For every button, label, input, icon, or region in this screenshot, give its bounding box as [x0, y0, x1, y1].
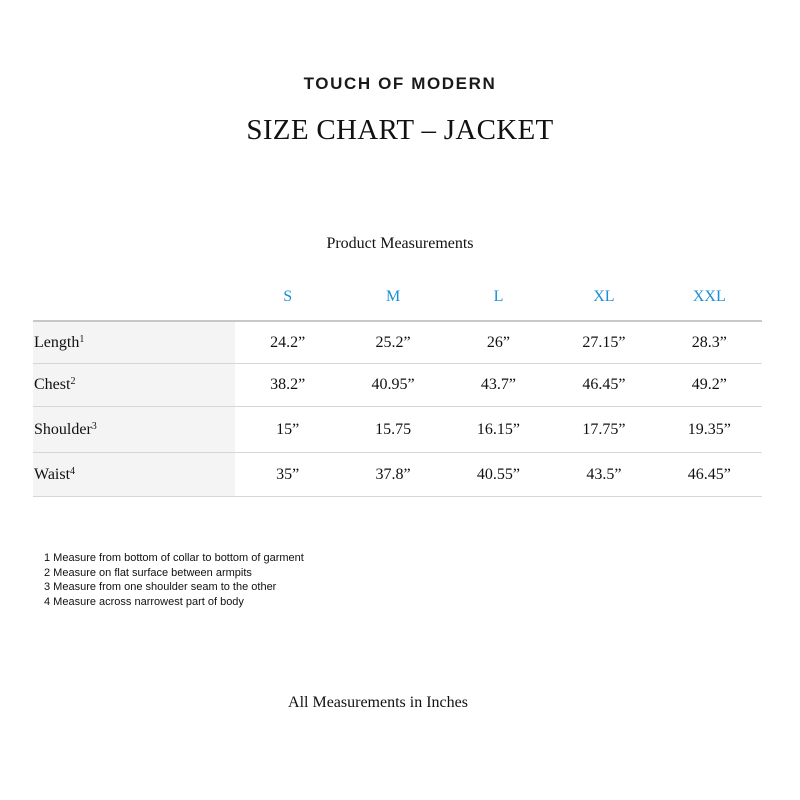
- header-blank-cell: [33, 274, 235, 321]
- table-cell: 15”: [235, 407, 340, 453]
- note-item: 2 Measure on flat surface between armpits: [44, 566, 252, 579]
- units-footer: All Measurements in Inches: [288, 694, 468, 711]
- size-header-xxl: XXL: [657, 274, 762, 321]
- table-cell: 26”: [446, 321, 551, 364]
- size-chart-table: [33, 274, 762, 497]
- size-header-l: L: [446, 274, 551, 321]
- table-cell: 15.75: [340, 407, 445, 453]
- footnote-marker: 4: [70, 465, 76, 477]
- table-cell: 28.3”: [657, 321, 762, 364]
- table-cell: 16.15”: [446, 407, 551, 453]
- table-cell: 25.2”: [340, 321, 445, 364]
- table-cell: 43.7”: [446, 364, 551, 407]
- row-label-chest: [33, 364, 235, 407]
- table-cell: 46.45”: [657, 453, 762, 497]
- size-header-xl: XL: [551, 274, 656, 321]
- table-row-length: [33, 321, 762, 364]
- table-subtitle: Product Measurements: [326, 235, 474, 252]
- table-cell: 19.35”: [657, 407, 762, 453]
- table-cell: 17.75”: [551, 407, 656, 453]
- row-label-text: Length: [34, 333, 80, 351]
- table-row-chest: [33, 364, 762, 407]
- size-header-s: S: [235, 274, 340, 321]
- table-cell: 38.2”: [235, 364, 340, 407]
- page-title: SIZE CHART – JACKET: [246, 114, 554, 146]
- table-cell: 43.5”: [551, 453, 656, 497]
- table-row-shoulder: [33, 407, 762, 453]
- table-cell: 27.15”: [551, 321, 656, 364]
- size-header-row: [33, 274, 762, 321]
- table-cell: 24.2”: [235, 321, 340, 364]
- footnote-marker: 2: [70, 376, 76, 387]
- table-cell: 40.95”: [340, 364, 445, 407]
- size-header-m: M: [340, 274, 445, 321]
- table-row-waist: [33, 453, 762, 497]
- row-label-text: Chest: [34, 376, 71, 393]
- table-cell: 46.45”: [551, 364, 656, 407]
- table-cell: 40.55”: [446, 453, 551, 497]
- note-item: 3 Measure from one shoulder seam to the other: [44, 581, 277, 594]
- brand-logo-text: TOUCH OF MODERN: [303, 74, 497, 93]
- table-cell: 37.8”: [340, 453, 445, 497]
- row-label-waist: [33, 453, 235, 497]
- footnote-marker: 3: [91, 420, 97, 432]
- row-label-text: Waist: [34, 465, 71, 483]
- row-label-shoulder: [33, 407, 235, 453]
- note-item: 1 Measure from bottom of collar to bottom of garment: [44, 552, 304, 564]
- measurement-notes: [44, 551, 304, 609]
- note-item: 4 Measure across narrowest part of body: [44, 595, 244, 608]
- table-cell: 35”: [235, 453, 340, 497]
- row-label-length: [33, 321, 235, 364]
- row-label-text: Shoulder: [34, 420, 92, 438]
- table-cell: 49.2”: [657, 364, 762, 407]
- footnote-marker: 1: [79, 333, 85, 345]
